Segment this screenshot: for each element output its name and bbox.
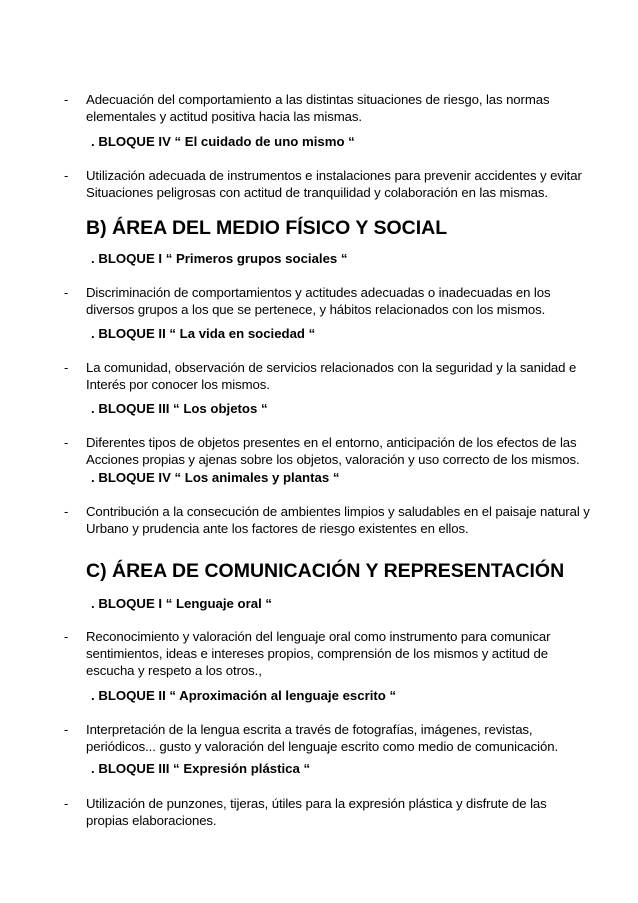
bullet-marker: - [64, 722, 69, 737]
bloque-title: . BLOQUE IV “ El cuidado de uno mismo “ [91, 134, 355, 149]
text-line: Diferentes tipos de objetos presentes en el entorno, anticipación de los efectos de las [86, 435, 577, 450]
bullet-text [86, 167, 606, 201]
text-line: La comunidad, observación de servicios relacionados con la seguridad y la sanidad e [86, 360, 577, 375]
text-line: propias elaboraciones. [86, 813, 217, 828]
bullet-text [86, 434, 606, 468]
bullet-marker: - [64, 285, 69, 300]
text-line: Acciones propias y ajenas sobre los objetos, valoración y uso correcto de los mismos. [86, 452, 580, 467]
text-line: Contribución a la consecución de ambientes limpios y saludables en el paisaje natural y [86, 504, 590, 519]
bloque-title: . BLOQUE I “ Lenguaje oral “ [91, 596, 272, 611]
bullet-text [86, 284, 606, 318]
bloque-title: . BLOQUE III “ Expresión plástica “ [91, 761, 311, 776]
text-line: Discriminación de comportamientos y actitudes adecuadas o inadecuadas en los [86, 285, 551, 300]
text-line: Reconocimiento y valoración del lenguaje oral como instrumento para comunicar [86, 629, 551, 644]
area-title: C) ÁREA DE COMUNICACIÓN Y REPRESENTACIÓN [86, 560, 565, 582]
bloque-title: . BLOQUE I “ Primeros grupos sociales “ [91, 251, 348, 266]
bullet-marker: - [64, 168, 69, 183]
text-line: diversos grupos a los que se pertenece, y hábitos relacionados con los mismos. [86, 302, 546, 317]
area-title: B) ÁREA DEL MEDIO FÍSICO Y SOCIAL [86, 217, 448, 239]
bullet-text [86, 795, 606, 829]
text-line: sentimientos, ideas e intereses propios, comprensión de los mismos y actitud de [86, 646, 548, 661]
text-line: Situaciones peligrosas con actitud de tranquilidad y colaboración en las mismas. [86, 185, 548, 200]
bullet-marker: - [64, 360, 69, 375]
text-line: Adecuación del comportamiento a las distintas situaciones de riesgo, las normas [86, 92, 550, 107]
text-line: Utilización de punzones, tijeras, útiles para la expresión plástica y disfrute de las [86, 796, 547, 811]
bullet-marker: - [64, 92, 69, 107]
text-line: Utilización adecuada de instrumentos e instalaciones para prevenir accidentes y evitar [86, 168, 582, 183]
bloque-title: . BLOQUE II “ Aproximación al lenguaje escrito “ [91, 688, 397, 703]
text-line: Interpretación de la lengua escrita a través de fotografías, imágenes, revistas, [86, 722, 533, 737]
bullet-text [86, 91, 606, 125]
bloque-title: . BLOQUE III “ Los objetos “ [91, 401, 268, 416]
bullet-marker: - [64, 435, 69, 450]
text-line: periódicos... gusto y valoración del lenguaje escrito como medio de comunicación. [86, 739, 559, 754]
bullet-marker: - [64, 504, 69, 519]
text-line: elementales y actitud positiva hacia las mismas. [86, 109, 362, 124]
bullet-text [86, 721, 606, 755]
bullet-text [86, 503, 606, 537]
bloque-title: . BLOQUE II “ La vida en sociedad “ [91, 326, 316, 341]
bullet-text [86, 359, 606, 393]
text-line: escucha y respeto a los otros., [86, 663, 262, 678]
bullet-marker: - [64, 629, 69, 644]
bullet-marker: - [64, 796, 69, 811]
text-line: Urbano y prudencia ante los factores de riesgo existentes en ellos. [86, 521, 469, 536]
bullet-text [86, 628, 606, 679]
text-line: Interés por conocer los mismos. [86, 377, 270, 392]
bloque-title: . BLOQUE IV “ Los animales y plantas “ [91, 470, 340, 485]
